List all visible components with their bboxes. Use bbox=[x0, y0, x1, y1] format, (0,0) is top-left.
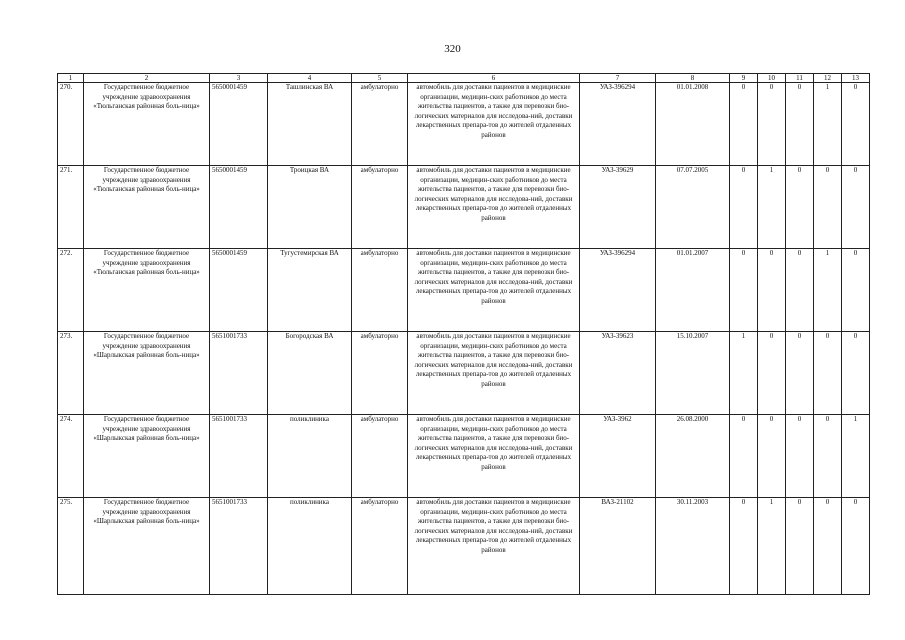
organization-code: 5651001733 bbox=[210, 415, 268, 498]
count-col-10: 0 bbox=[758, 83, 786, 166]
table-row bbox=[58, 83, 870, 166]
column-header: 13 bbox=[842, 74, 870, 83]
count-col-13: 0 bbox=[842, 249, 870, 332]
vehicle-model: УАЗ-396294 bbox=[580, 249, 656, 332]
organization-name: Государственное бюджетное учреждение здравоохранения «Тюльганская районная боль-ница» bbox=[84, 249, 210, 332]
row-number: 272. bbox=[58, 249, 84, 332]
vehicle-model: УАЗ-39629 bbox=[580, 166, 656, 249]
column-header: 8 bbox=[656, 74, 730, 83]
page-number: 320 bbox=[444, 43, 461, 55]
count-col-10: 0 bbox=[758, 332, 786, 415]
count-col-12: 1 bbox=[814, 83, 842, 166]
count-col-12: 0 bbox=[814, 166, 842, 249]
subdivision: Ташлинская ВА bbox=[268, 83, 352, 166]
vehicle-date: 26.08.2000 bbox=[656, 415, 730, 498]
count-col-11: 0 bbox=[786, 249, 814, 332]
count-col-10: 1 bbox=[758, 498, 786, 595]
vehicle-model: УАЗ-396294 bbox=[580, 83, 656, 166]
column-header: 5 bbox=[352, 74, 408, 83]
count-col-10: 1 bbox=[758, 166, 786, 249]
column-header: 1 bbox=[58, 74, 84, 83]
organization-name: Государственное бюджетное учреждение здравоохранения «Тюльганская районная боль-ница» bbox=[84, 166, 210, 249]
organization-code: 5651001733 bbox=[210, 332, 268, 415]
care-type: амбулаторно bbox=[352, 166, 408, 249]
vehicle-purpose: автомобиль для доставки пациентов в медицинские организации, медицин-ских работников до места жительства пациентов, а также для перевозки био-логических материалов для исследова-ний, доставки лекарственных препара-тов до жителей отдаленных районов bbox=[408, 415, 580, 498]
row-number: 275. bbox=[58, 498, 84, 595]
vehicle-model: ВАЗ-21102 bbox=[580, 498, 656, 595]
count-col-13: 0 bbox=[842, 332, 870, 415]
count-col-9: 0 bbox=[730, 166, 758, 249]
column-header: 3 bbox=[210, 74, 268, 83]
count-col-9: 0 bbox=[730, 498, 758, 595]
column-header: 6 bbox=[408, 74, 580, 83]
count-col-13: 1 bbox=[842, 415, 870, 498]
count-col-11: 0 bbox=[786, 415, 814, 498]
count-col-13: 0 bbox=[842, 166, 870, 249]
vehicle-date: 30.11.2003 bbox=[656, 498, 730, 595]
subdivision: поликлиника bbox=[268, 415, 352, 498]
vehicle-date: 15.10.2007 bbox=[656, 332, 730, 415]
column-header: 11 bbox=[786, 74, 814, 83]
vehicle-purpose: автомобиль для доставки пациентов в медицинские организации, медицин-ских работников до места жительства пациентов, а также для перевозки био-логических материалов для исследова-ний, доставки лекарственных препара-тов до жителей отдаленных районов bbox=[408, 332, 580, 415]
vehicle-purpose: автомобиль для доставки пациентов в медицинские организации, медицин-ских работников до места жительства пациентов, а также для перевозки био-логических материалов для исследова-ний, доставки лекарственных препара-тов до жителей отдаленных районов bbox=[408, 498, 580, 595]
table-row bbox=[58, 498, 870, 595]
count-col-9: 0 bbox=[730, 415, 758, 498]
care-type: амбулаторно bbox=[352, 83, 408, 166]
organization-code: 5651001733 bbox=[210, 498, 268, 595]
care-type: амбулаторно bbox=[352, 332, 408, 415]
row-number: 273. bbox=[58, 332, 84, 415]
vehicle-date: 01.01.2007 bbox=[656, 249, 730, 332]
count-col-11: 0 bbox=[786, 332, 814, 415]
table-row bbox=[58, 166, 870, 249]
count-col-11: 0 bbox=[786, 498, 814, 595]
table-row bbox=[58, 332, 870, 415]
column-header: 2 bbox=[84, 74, 210, 83]
count-col-11: 0 bbox=[786, 166, 814, 249]
organization-name: Государственное бюджетное учреждение здравоохранения «Шарлыкская районная боль-ница» bbox=[84, 332, 210, 415]
count-col-12: 0 bbox=[814, 332, 842, 415]
table-row bbox=[58, 415, 870, 498]
subdivision: поликлиника bbox=[268, 498, 352, 595]
count-col-13: 0 bbox=[842, 498, 870, 595]
count-col-10: 0 bbox=[758, 415, 786, 498]
organization-name: Государственное бюджетное учреждение здравоохранения «Шарлыкская районная боль-ница» bbox=[84, 415, 210, 498]
vehicle-model: УАЗ-39623 bbox=[580, 332, 656, 415]
organization-name: Государственное бюджетное учреждение здравоохранения «Шарлыкская районная боль-ница» bbox=[84, 498, 210, 595]
count-col-9: 0 bbox=[730, 83, 758, 166]
count-col-9: 0 bbox=[730, 249, 758, 332]
care-type: амбулаторно bbox=[352, 415, 408, 498]
row-number: 274. bbox=[58, 415, 84, 498]
vehicle-date: 01.01.2008 bbox=[656, 83, 730, 166]
column-header: 9 bbox=[730, 74, 758, 83]
column-header: 7 bbox=[580, 74, 656, 83]
subdivision: Троицкая ВА bbox=[268, 166, 352, 249]
count-col-12: 0 bbox=[814, 415, 842, 498]
organization-code: 5650001459 bbox=[210, 249, 268, 332]
column-header: 12 bbox=[814, 74, 842, 83]
count-col-13: 0 bbox=[842, 83, 870, 166]
vehicle-date: 07.07.2005 bbox=[656, 166, 730, 249]
care-type: амбулаторно bbox=[352, 498, 408, 595]
vehicle-purpose: автомобиль для доставки пациентов в медицинские организации, медицин-ских работников до места жительства пациентов, а также для перевозки био-логических материалов для исследова-ний, доставки лекарственных препара-тов до жителей отдаленных районов bbox=[408, 249, 580, 332]
subdivision: Богородская ВА bbox=[268, 332, 352, 415]
table-row bbox=[58, 249, 870, 332]
count-col-12: 0 bbox=[814, 498, 842, 595]
count-col-10: 0 bbox=[758, 249, 786, 332]
organization-code: 5650001459 bbox=[210, 83, 268, 166]
count-col-11: 0 bbox=[786, 83, 814, 166]
subdivision: Тугустемирская ВА bbox=[268, 249, 352, 332]
vehicle-purpose: автомобиль для доставки пациентов в медицинские организации, медицин-ских работников до места жительства пациентов, а также для перевозки био-логических материалов для исследова-ний, доставки лекарственных препара-тов до жителей отдаленных районов bbox=[408, 166, 580, 249]
care-type: амбулаторно bbox=[352, 249, 408, 332]
column-header: 10 bbox=[758, 74, 786, 83]
row-number: 270. bbox=[58, 83, 84, 166]
count-col-9: 1 bbox=[730, 332, 758, 415]
vehicle-model: УАЗ-3962 bbox=[580, 415, 656, 498]
vehicle-purpose: автомобиль для доставки пациентов в медицинские организации, медицин-ских работников до места жительства пациентов, а также для перевозки био-логических материалов для исследова-ний, доставки лекарственных препара-тов до жителей отдаленных районов bbox=[408, 83, 580, 166]
column-header: 4 bbox=[268, 74, 352, 83]
vehicle-registry-table bbox=[57, 73, 870, 595]
count-col-12: 1 bbox=[814, 249, 842, 332]
column-number-row bbox=[58, 74, 870, 83]
organization-code: 5650001459 bbox=[210, 166, 268, 249]
organization-name: Государственное бюджетное учреждение здравоохранения «Тюльганская районная боль-ница» bbox=[84, 83, 210, 166]
row-number: 271. bbox=[58, 166, 84, 249]
